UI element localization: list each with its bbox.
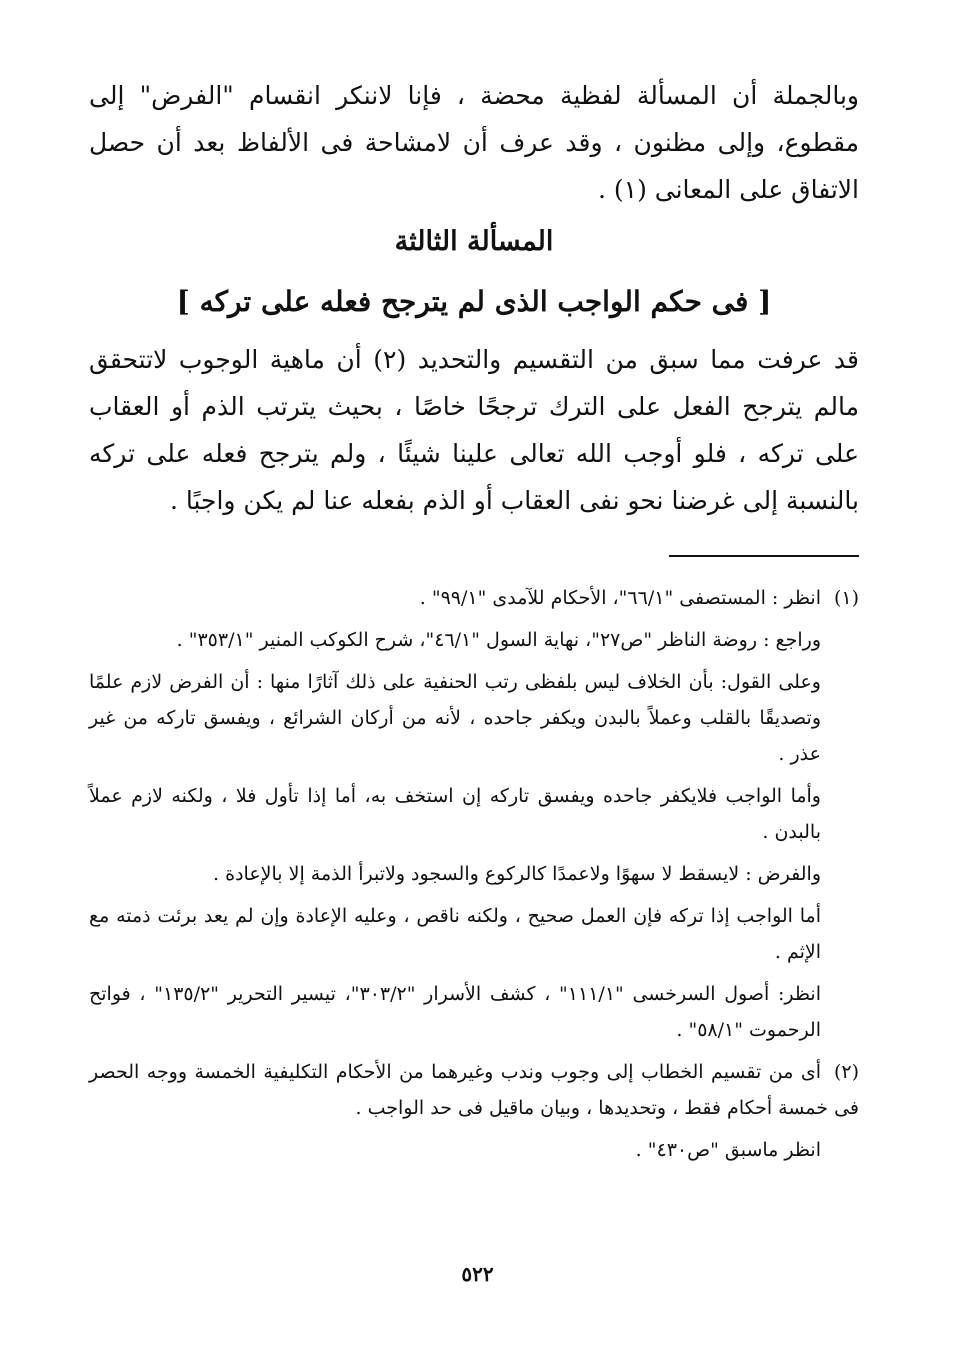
- footnote-text: أى من تقسيم الخطاب إلى وجوب وندب وغيرهما من الأحكام التكليفية الخمسة ووجه الحصر فى خمسة أحكام فقط ، وتحديدها ، وبيان ماقيل فى حد الواجب .: [89, 1061, 859, 1119]
- footnote-1-continuation: وأما الواجب فلايكفر جاحده ويفسق تاركه إن استخف به، أما إذا تأول فلا ، ولكنه لازم عملاً بالبدن .: [89, 785, 821, 843]
- footnote-divider: [669, 555, 859, 557]
- main-paragraph: قد عرفت مما سبق من التقسيم والتحديد (٢) أن ماهية الوجوب لاتتحقق مالم يترجح الفعل على الترك ترجحًا خاصًا ، بحيث يترتب الذم أو العقاب على تركه ، فلو أوجب الله تعالى علينا شيئًا ، ولم يترجح فعله على تركه بالنسبة إلى غرضنا نحو نفى العقاب أو الذم بفعله عنا لم يكن واجبًا .: [89, 345, 859, 515]
- footnote-1-continuation: انظر: أصول السرخسى "١١١/١" ، كشف الأسرار "٣٠٣/٢"، تيسير التحرير "١٣٥/٢" ، فواتح الرحموت "٥٨/١" .: [89, 983, 821, 1041]
- footnotes: [89, 580, 859, 1174]
- page-number: ٥٢٢: [461, 1262, 494, 1286]
- footnote-1-continuation: والفرض : لايسقط لا سهوًا ولاعمدًا كالركوع والسجود ولاتبرأ الذمة إلا بالإعادة .: [213, 863, 821, 885]
- intro-paragraph: وبالجملة أن المسألة لفظية محضة ، فإنا لاننكر انقسام "الفرض" إلى مقطوع، وإلى مظنون ، وقد عرف أن لامشاحة فى الألفاظ بعد أن حصل الاتفاق على المعانى (١) .: [89, 81, 859, 204]
- section-title: المسألة الثالثة: [394, 226, 554, 257]
- footnote-text: انظر : المستصفى "٦٦/١"، الأحكام للآمدى "٩٩/١" .: [419, 587, 821, 609]
- footnote-marker: (٢): [833, 1061, 859, 1083]
- footnote-1-continuation: وراجع : روضة الناظر "ص٢٧"، نهاية السول "٤٦/١"، شرح الكوكب المنير "٣٥٣/١" .: [176, 629, 821, 651]
- footnote-marker: (١): [833, 587, 859, 609]
- footnote-2: [89, 1054, 859, 1126]
- footnote-1-continuation: وعلى القول: بأن الخلاف ليس بلفظى رتب الحنفية على ذلك آثارًا منها : أن الفرض لازم علمًا وتصديقًا بالقلب وعملاً بالبدن ويكفر جاحده ، لأنه من أركان الشرائع ، ويفسق تاركه من غير عذر .: [89, 671, 821, 765]
- section-subtitle: [ فى حكم الواجب الذى لم يترجح فعله على تركه ]: [176, 285, 772, 318]
- footnote-2-continuation: انظر ماسبق "ص٤٣٠" .: [635, 1139, 821, 1161]
- footnote-1-continuation: أما الواجب إذا تركه فإن العمل صحيح ، ولكنه ناقص ، وعليه الإعادة وإن لم يعد برئت ذمته مع الإثم .: [89, 905, 821, 963]
- footnote-1: [89, 580, 859, 616]
